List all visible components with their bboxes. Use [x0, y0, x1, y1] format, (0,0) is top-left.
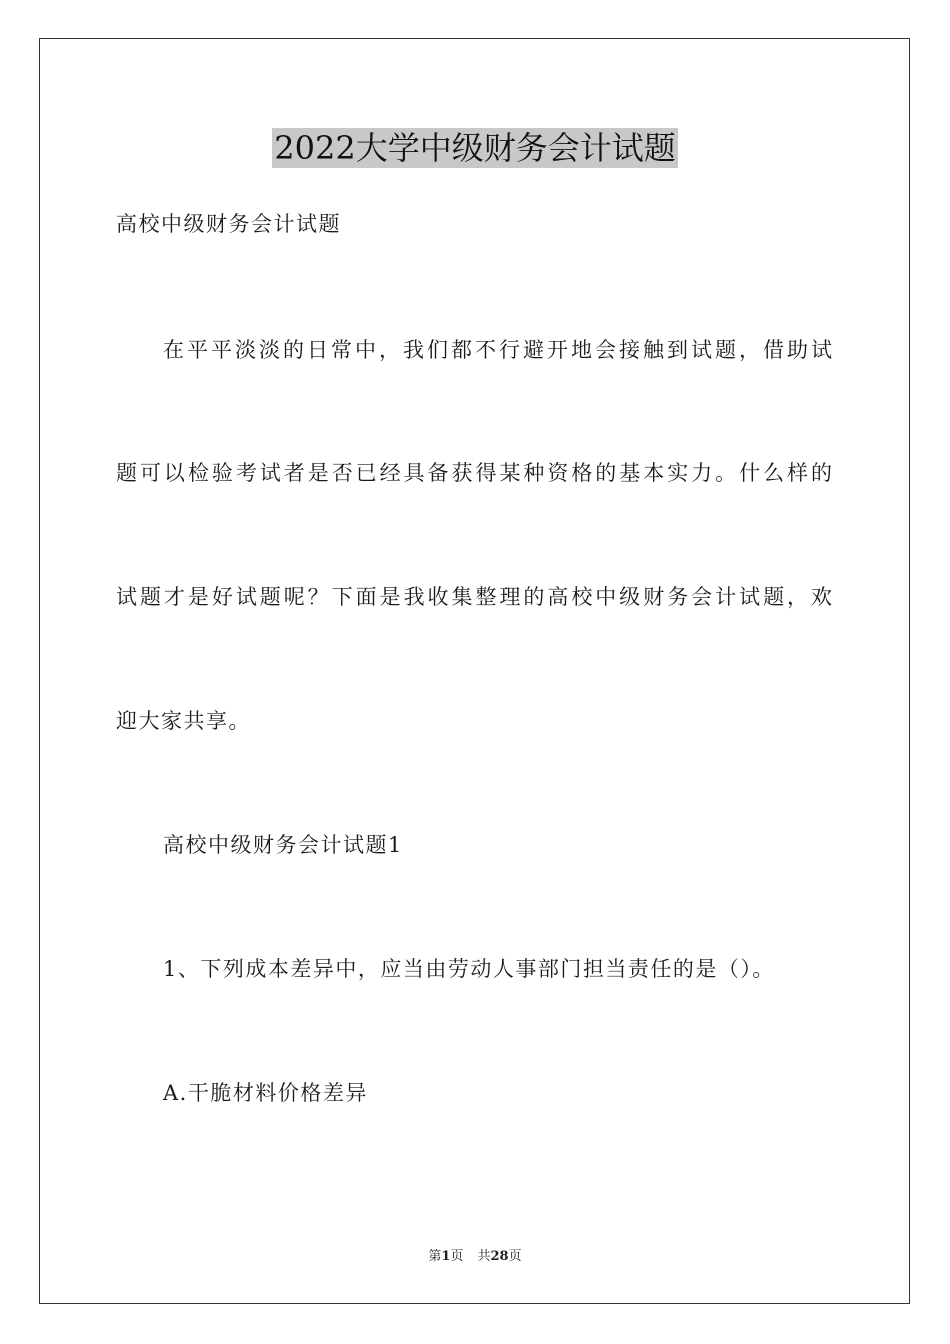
- document-title: 2022大学中级财务会计试题: [274, 129, 676, 167]
- page-footer: [0, 1248, 950, 1266]
- page-number: 1: [441, 1249, 451, 1264]
- intro-line-2: 题可以检验考试者是否已经具备获得某种资格的基本实力。什么样的: [116, 461, 832, 485]
- question-1: 1、下列成本差异中，应当由劳动人事部门担当责任的是（）。: [163, 957, 775, 981]
- intro-line-4: 迎大家共享。: [116, 709, 251, 733]
- page-prefix: 第: [428, 1249, 442, 1264]
- page-suffix: 页: [450, 1249, 464, 1264]
- option-a: A.干脆材料价格差异: [163, 1081, 368, 1105]
- total-suffix: 页: [508, 1249, 522, 1264]
- intro-line-1: 在平平淡淡的日常中，我们都不行避开地会接触到试题，借助试: [163, 338, 832, 362]
- title-container: [0, 128, 950, 168]
- total-pages: 28: [490, 1249, 509, 1264]
- section-heading: 高校中级财务会计试题1: [163, 833, 403, 857]
- total-prefix: 共: [477, 1249, 491, 1264]
- intro-line-3: 试题才是好试题呢？下面是我收集整理的高校中级财务会计试题，欢: [116, 585, 832, 609]
- document-subtitle: 高校中级财务会计试题: [116, 212, 341, 236]
